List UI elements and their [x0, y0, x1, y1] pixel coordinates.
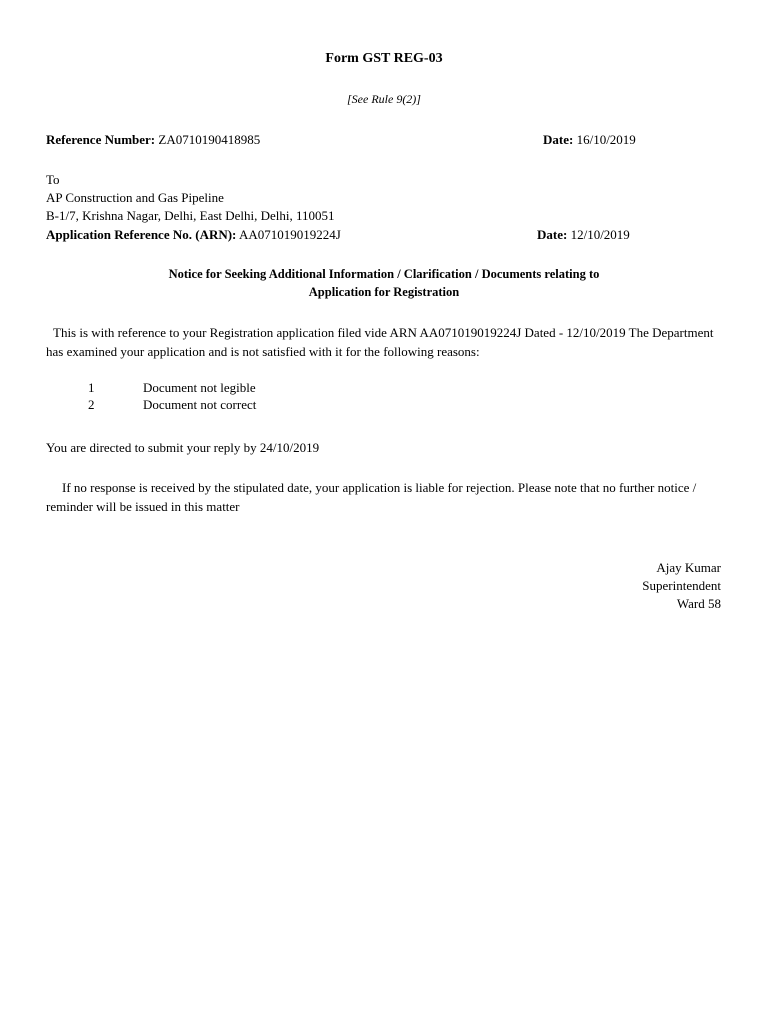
arn-label: Application Reference No. (ARN): [46, 227, 237, 242]
reference-number [46, 132, 260, 148]
reference-date-label: Date: [543, 132, 574, 147]
signatory-designation: Superintendent [642, 578, 721, 593]
signatory-ward: Ward 58 [676, 596, 721, 611]
signatory-name: Ajay Kumar [656, 560, 721, 575]
reason-text: Document not legible [143, 380, 256, 395]
reference-number-value: ZA0710190418985 [158, 132, 261, 147]
reason-text: Document not correct [143, 397, 257, 412]
warning-line2: reminder will be issued in this matter [46, 499, 240, 514]
arn-date-label: Date: [537, 227, 568, 242]
addressee-address: B-1/7, Krishna Nagar, Delhi, East Delhi, Delhi, 110051 [46, 208, 335, 223]
reason-number: 2 [88, 397, 95, 412]
reference-number-label: Reference Number: [46, 132, 156, 147]
arn-value: AA071019019224J [238, 227, 341, 242]
reference-date-value: 16/10/2019 [576, 132, 636, 147]
notice-heading-line2: Application for Registration [308, 285, 460, 299]
addressee-to: To [46, 172, 60, 187]
arn-date-value: 12/10/2019 [570, 227, 630, 242]
reason-number: 1 [88, 380, 95, 395]
arn-date [537, 227, 630, 243]
rule-reference: [See Rule 9(2)] [347, 92, 421, 106]
addressee-name: AP Construction and Gas Pipeline [46, 190, 224, 205]
intro-line2: has examined your application and is not satisfied with it for the following reasons: [46, 344, 480, 359]
notice-heading-line1: Notice for Seeking Additional Information / Clarification / Documents relating to [168, 267, 600, 281]
warning-line1: If no response is received by the stipulated date, your application is liable for rejection. Please note that no further notice / [62, 480, 697, 495]
reply-deadline: You are directed to submit your reply by 24/10/2019 [46, 440, 320, 455]
arn-line [46, 227, 341, 243]
reference-date [543, 132, 636, 148]
intro-line1: This is with reference to your Registration application filed vide ARN AA071019019224J Dated - 12/10/2019 The Department [53, 325, 714, 340]
form-title: Form GST REG-03 [325, 51, 443, 66]
